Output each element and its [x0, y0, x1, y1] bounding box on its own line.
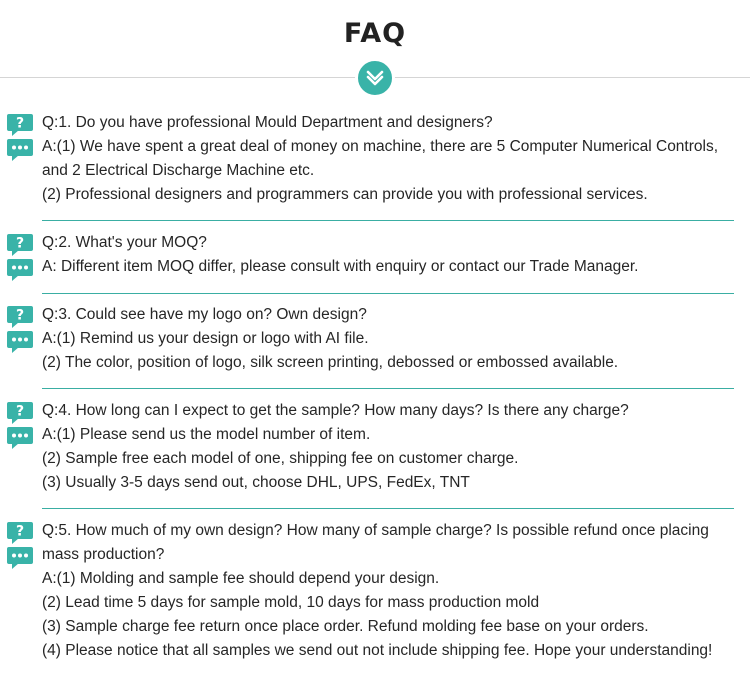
answer-bubble-icon [6, 546, 34, 570]
faq-header [0, 0, 750, 100]
answer-line: A: Different item MOQ differ, please consult with enquiry or contact our Trade Manager. [42, 258, 639, 275]
answer-line: (2) The color, position of logo, silk screen printing, debossed or embossed available. [42, 354, 619, 371]
faq-divider [42, 220, 734, 221]
question-bubble-icon [6, 113, 34, 137]
answer-line: (2) Professional designers and programmers can provide you with professional services. [42, 186, 648, 203]
answer-bubble-icon [6, 258, 34, 282]
question-text: Q:5. How much of my own design? How many of sample charge? Is possible refund once placing [42, 522, 709, 539]
svg-text:?: ? [15, 235, 25, 252]
answer-line: and 2 Electrical Discharge Machine etc. [42, 162, 315, 179]
question-bubble-icon [6, 401, 34, 425]
answer-line: (4) Please notice that all samples we send out not include shipping fee. Hope your understanding! [42, 642, 713, 659]
faq-divider [42, 388, 734, 389]
answer-bubble-icon [6, 426, 34, 450]
answer-line: A:(1) Remind us your design or logo with AI file. [42, 330, 369, 347]
question-text: Q:1. Do you have professional Mould Department and designers? [42, 114, 493, 131]
answer-line: A:(1) Please send us the model number of item. [42, 426, 371, 443]
answer-bubble-icon [6, 330, 34, 354]
question-text: Q:4. How long can I expect to get the sample? How many days? Is there any charge? [42, 402, 629, 419]
answer-line: A:(1) Molding and sample fee should depend your design. [42, 570, 440, 587]
answer-line: (2) Lead time 5 days for sample mold, 10 days for mass production mold [42, 594, 540, 611]
page-title: FAQ [343, 18, 407, 49]
svg-text:?: ? [15, 307, 25, 324]
question-text: Q:3. Could see have my logo on? Own design? [42, 306, 367, 323]
answer-bubble-icon [6, 138, 34, 162]
question-text: mass production? [42, 546, 165, 563]
question-bubble-icon [6, 521, 34, 545]
answer-line: A:(1) We have spent a great deal of money on machine, there are 5 Computer Numerical Controls, [42, 138, 719, 155]
answer-line: (2) Sample free each model of one, shipping fee on customer charge. [42, 450, 519, 467]
svg-text:?: ? [15, 115, 25, 132]
svg-text:?: ? [15, 523, 25, 540]
question-bubble-icon [6, 233, 34, 257]
answer-line: (3) Sample charge fee return once place order. Refund molding fee base on your orders. [42, 618, 649, 635]
faq-divider [42, 508, 734, 509]
question-text: Q:2. What's your MOQ? [42, 234, 207, 251]
faq-divider [42, 293, 734, 294]
answer-line: (3) Usually 3-5 days send out, choose DHL, UPS, FedEx, TNT [42, 474, 470, 491]
question-bubble-icon [6, 305, 34, 329]
svg-text:?: ? [15, 403, 25, 420]
chevron-down-icon [355, 58, 395, 98]
